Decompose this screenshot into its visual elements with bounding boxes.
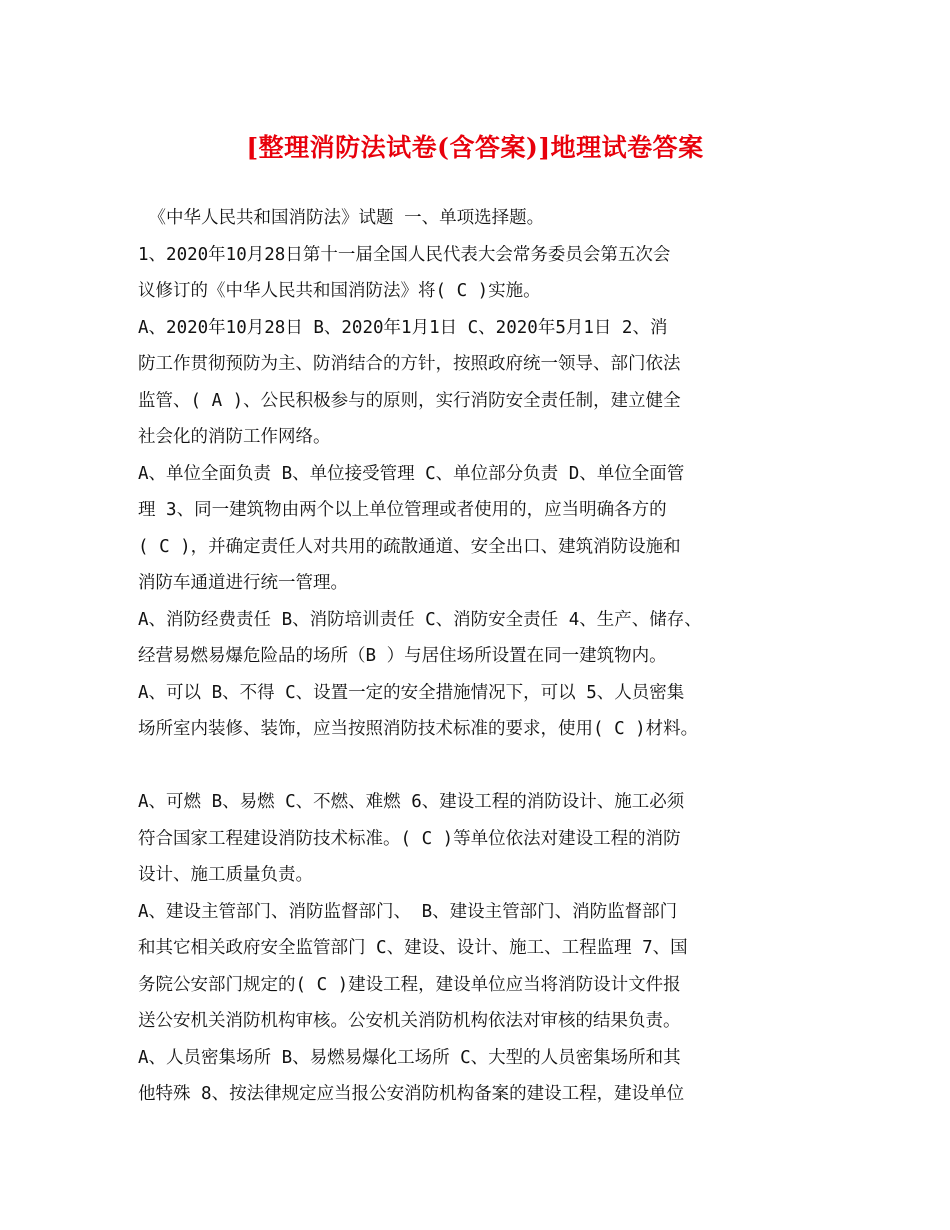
text-line: 《中华人民共和国消防法》试题 一、单项选择题。 xyxy=(138,208,545,228)
text-line: A、可以 B、不得 C、设置一定的安全措施情况下，可以 5、人员密集 xyxy=(138,682,685,703)
text-line: 送公安机关消防机构审核。公安机关消防机构依法对审核的结果负责。 xyxy=(138,1011,681,1031)
text-line: 和其它相关政府安全监管部门 C、建设、设计、施工、工程监理 7、国 xyxy=(138,938,688,958)
document-body xyxy=(138,200,838,1113)
text-line: ( C )，并确定责任人对共用的疏散通道、安全出口、建筑消防设施和 xyxy=(138,536,681,557)
text-line: 经营易燃易爆危险品的场所（B ）与居住场所设置在同一建筑物内。 xyxy=(138,646,667,666)
text-line: A、单位全面负责 B、单位接受管理 C、单位部分负责 D、单位全面管 xyxy=(138,463,685,484)
text-line: 监管、( A )、公民积极参与的原则，实行消防安全责任制，建立健全 xyxy=(138,390,681,411)
blank-line xyxy=(138,748,838,785)
text-line: 他特殊 8、按法律规定应当报公安消防机构备案的建设工程，建设单位 xyxy=(138,1084,685,1104)
document-title: [整理消防法试卷(含答案)]地理试卷答案 xyxy=(246,133,704,162)
text-line: 议修订的《中华人民共和国消防法》将( C )实施。 xyxy=(138,281,541,301)
text-line: 理 3、同一建筑物由两个以上单位管理或者使用的，应当明确各方的 xyxy=(138,500,667,520)
text-line: A、消防经费责任 B、消防培训责任 C、消防安全责任 4、生产、储存、 xyxy=(138,609,702,630)
text-line: A、2020年10月28日 B、2020年1月1日 C、2020年5月1日 2、消 xyxy=(138,317,668,338)
text-line: 符合国家工程建设消防技术标准。( C )等单位依法对建设工程的消防 xyxy=(138,828,681,849)
text-line: 社会化的消防工作网络。 xyxy=(138,427,331,447)
text-line: 消防车通道进行统一管理。 xyxy=(138,573,348,593)
text-line: A、建设主管部门、消防监督部门、 B、建设主管部门、消防监督部门 xyxy=(138,901,678,922)
text-line: 设计、施工质量负责。 xyxy=(138,865,313,885)
text-line: A、人员密集场所 B、易燃易爆化工场所 C、大型的人员密集场所和其 xyxy=(138,1047,681,1068)
text-line: 务院公安部门规定的( C )建设工程，建设单位应当将消防设计文件报 xyxy=(138,974,681,995)
text-line: 防工作贯彻预防为主、防消结合的方针，按照政府统一领导、部门依法 xyxy=(138,354,681,374)
text-line: 场所室内装修、装饰，应当按照消防技术标准的要求，使用( C )材料。 xyxy=(138,719,699,739)
text-line: A、可燃 B、易燃 C、不燃、难燃 6、建设工程的消防设计、施工必须 xyxy=(138,792,685,812)
text-line: 1、2020年10月28日第十一届全国人民代表大会常务委员会第五次会 xyxy=(138,244,671,265)
